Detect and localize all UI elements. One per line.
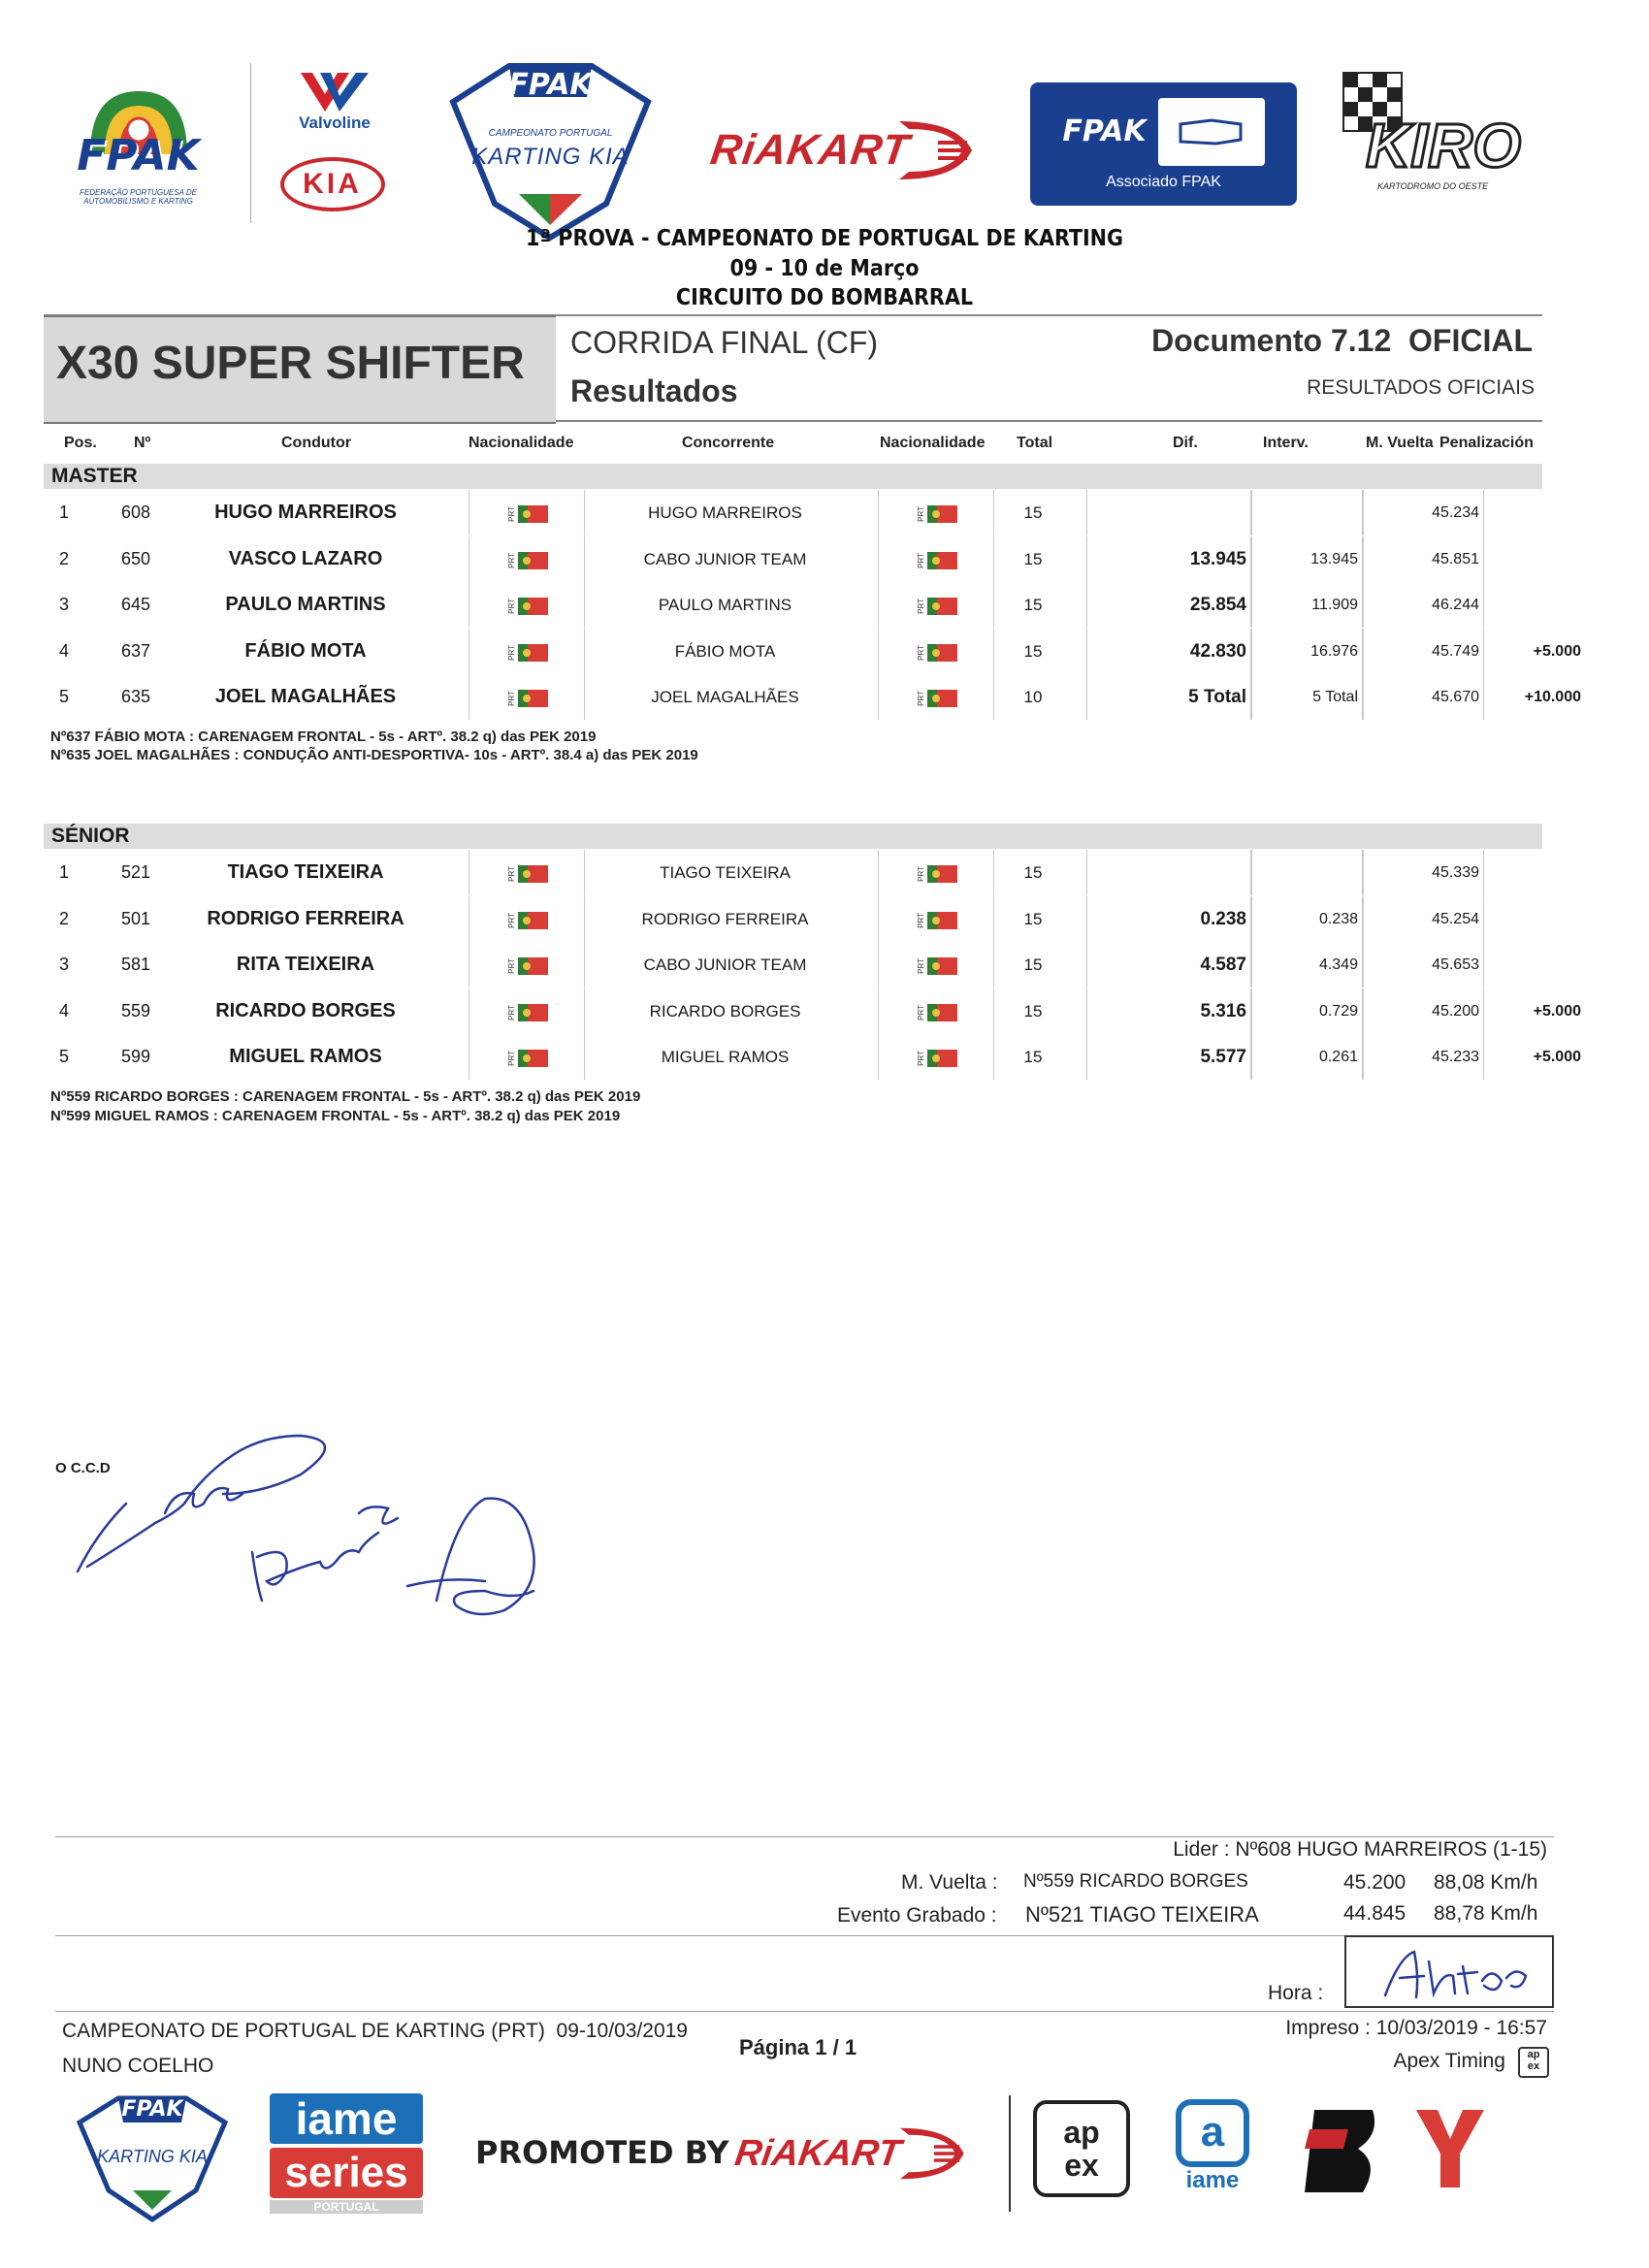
- iame-logo-text: iame: [1185, 2166, 1240, 2193]
- cell-number: 599: [121, 1047, 151, 1066]
- cell-driver: RITA TEIXEIRA: [236, 954, 375, 975]
- footer-page: Página 1 / 1: [739, 2035, 857, 2059]
- cell-driver: HUGO MARREIROS: [214, 502, 397, 523]
- penalty-note: Nº559 RICARDO BORGES : CARENAGEM FRONTAL - 5s - ARTº. 38.2 q) das PEK 2019: [50, 1088, 641, 1105]
- event-title: 1ª PROVA - CAMPEONATO DE PORTUGAL DE KARTING: [526, 226, 1123, 251]
- flag-red-band: [937, 912, 957, 929]
- cell-best-lap: 45.653: [1432, 956, 1479, 973]
- cell-best-lap: 46.244: [1432, 597, 1479, 613]
- cell-difference: 5.316: [1200, 1000, 1246, 1021]
- cell-best-lap: 45.851: [1432, 550, 1479, 567]
- cell-total: 15: [1023, 549, 1043, 568]
- cell-number: 581: [121, 955, 151, 974]
- portugal-flag-icon: [507, 690, 548, 707]
- best-lap-driver: Nº559 RICARDO BORGES: [1023, 1871, 1248, 1892]
- cell-position: 3: [58, 955, 69, 974]
- table-row: [44, 674, 1581, 720]
- cell-difference: [1111, 850, 1246, 895]
- event-venue: CIRCUITO DO BOMBARRAL: [675, 285, 974, 310]
- cell-best-lap: 45.234: [1432, 504, 1479, 521]
- cell-penalty: [1479, 850, 1581, 895]
- cell-interval: 11.909: [1311, 597, 1358, 613]
- cell-penalty: +5.000: [1533, 1002, 1581, 1020]
- penalty-note: Nº599 MIGUEL RAMOS : CARENAGEM FRONTAL - 5s - ARTº. 38.2 q) das PEK 2019: [50, 1108, 621, 1124]
- portugal-flag-icon: [507, 865, 548, 883]
- cell-driver: FÁBIO MOTA: [244, 639, 367, 662]
- session-title: CORRIDA FINAL (CF): [570, 325, 879, 360]
- cell-position: 1: [58, 502, 69, 522]
- cell-penalty: [1479, 896, 1581, 942]
- portugal-flag-icon: [507, 598, 548, 615]
- results-status: RESULTADOS OFICIAIS: [1307, 376, 1535, 399]
- cell-difference: 5 Total: [1188, 687, 1246, 707]
- cell-position: 5: [58, 1047, 69, 1066]
- cell-total: 15: [1023, 909, 1043, 928]
- cell-number: 608: [121, 502, 151, 522]
- cell-interval: 4.349: [1318, 956, 1358, 973]
- cell-difference: 5.577: [1200, 1047, 1246, 1067]
- session-subtitle: Resultados: [570, 373, 738, 408]
- flag-red-band: [528, 912, 548, 929]
- cell-entrant: CABO JUNIOR TEAM: [643, 549, 807, 568]
- stewards-label: O C.C.D: [55, 1460, 111, 1476]
- flag-red-band: [528, 598, 548, 615]
- record-speed: 88,78 Km/h: [1434, 1902, 1538, 1925]
- riakart-text: RiAKART: [707, 126, 913, 174]
- nationality-code: PRT: [917, 1004, 925, 1021]
- cell-position: 1: [58, 862, 69, 882]
- cell-position: 2: [58, 548, 69, 568]
- cell-position: 4: [58, 640, 69, 661]
- table-row: [44, 629, 1581, 674]
- penalty-note: Nº637 FÁBIO MOTA : CARENAGEM FRONTAL - 5s - ARTº. 38.2 q) das PEK 2019: [50, 729, 597, 745]
- cell-difference: 25.854: [1189, 595, 1246, 615]
- cell-entrant: FÁBIO MOTA: [674, 641, 776, 661]
- apex-footer-logo: [1033, 2100, 1130, 2197]
- kiro-text: KIRO: [1366, 111, 1521, 180]
- nationality-code: PRT: [507, 506, 516, 522]
- table-row: [44, 582, 1542, 628]
- cell-total: 15: [1023, 596, 1043, 614]
- record-label: Evento Grabado :: [837, 1904, 997, 1927]
- cell-driver: VASCO LAZARO: [228, 547, 383, 569]
- flag-red-band: [937, 644, 957, 662]
- flag-red-band: [937, 505, 957, 523]
- cell-total: 15: [1023, 641, 1043, 661]
- cell-penalty: +5.000: [1533, 1049, 1581, 1065]
- nationality-code: PRT: [917, 644, 925, 661]
- cell-penalty: +5.000: [1533, 642, 1581, 660]
- cell-total: 15: [1023, 503, 1043, 522]
- table-row: [44, 1034, 1581, 1080]
- associado-fpak-logo: [1030, 82, 1297, 206]
- cell-total: 15: [1023, 863, 1043, 882]
- portugal-flag-icon: [507, 505, 548, 523]
- table-row: [44, 536, 1542, 582]
- cell-driver: RODRIGO FERREIRA: [207, 907, 404, 929]
- table-row: [44, 988, 1581, 1034]
- flag-red-band: [528, 552, 548, 569]
- bridgestone-logo: [1305, 2105, 1382, 2197]
- nationality-code: PRT: [507, 958, 516, 974]
- portugal-flag-icon: [917, 598, 957, 615]
- col-best-lap: M. Vuelta: [1366, 435, 1434, 451]
- riakart-logo: [689, 97, 999, 204]
- cell-position: 5: [58, 687, 69, 706]
- cell-entrant: HUGO MARREIROS: [648, 503, 802, 522]
- cell-entrant: TIAGO TEIXEIRA: [660, 863, 791, 882]
- flag-red-band: [937, 865, 957, 883]
- portugal-flag-icon: [917, 690, 957, 707]
- cell-interval: [1251, 850, 1358, 895]
- race-leader: Lider : Nº608 HUGO MARREIROS (1-15): [1173, 1838, 1547, 1861]
- nationality-code: PRT: [507, 552, 516, 568]
- col-interv: Interv.: [1263, 435, 1309, 451]
- flag-red-band: [528, 1050, 548, 1067]
- table-row: [44, 490, 1542, 535]
- flag-red-band: [528, 505, 548, 523]
- portugal-flag-icon: [507, 1004, 548, 1021]
- cell-entrant: RODRIGO FERREIRA: [641, 909, 809, 928]
- stewards-signatures-icon: [68, 1397, 611, 1630]
- cell-best-lap: 45.749: [1432, 642, 1479, 660]
- footer-fpak-text: FPAK: [121, 2097, 183, 2122]
- event-dates: 09 - 10 de Março: [729, 256, 920, 281]
- nationality-code: PRT: [917, 506, 925, 522]
- karting-badge-line1: CAMPEONATO PORTUGAL: [488, 128, 613, 139]
- nationality-code: PRT: [507, 691, 516, 706]
- footer-official: NUNO COELHO: [62, 2055, 214, 2077]
- iame-country-text: PORTUGAL: [270, 2200, 423, 2214]
- fpak-logo-text: FPAK: [77, 130, 200, 180]
- portugal-flag-icon: [917, 552, 957, 569]
- kia-logo: [276, 155, 388, 213]
- penalty-note: Nº635 JOEL MAGALHÃES : CONDUÇÃO ANTI-DESPORTIVA- 10s - ARTº. 38.4 a) das PEK 2019: [50, 747, 698, 763]
- portugal-flag-icon: [917, 1004, 957, 1021]
- footer-championship: CAMPEONATO DE PORTUGAL DE KARTING (PRT) 09-10/03/2019: [62, 2020, 688, 2042]
- cell-interval: 0.261: [1318, 1049, 1358, 1065]
- footer-karting-kia-text: KARTING KIA: [97, 2147, 208, 2166]
- cell-position: 3: [58, 595, 69, 614]
- col-num: Nº: [134, 435, 151, 451]
- best-lap-label: M. Vuelta :: [901, 1871, 998, 1894]
- cell-position: 2: [58, 908, 69, 928]
- time-box: [1344, 1935, 1554, 2008]
- cell-number: 501: [121, 908, 151, 928]
- flag-red-band: [528, 690, 548, 707]
- flag-red-band: [937, 552, 957, 569]
- bridgestone-b-icon: [1305, 2105, 1382, 2197]
- nationality-code: PRT: [917, 552, 925, 568]
- flag-red-band: [937, 598, 957, 615]
- cell-number: 521: [121, 862, 151, 882]
- portugal-flag-icon: [917, 957, 957, 975]
- karting-badge-line2: KARTING KIA: [471, 144, 630, 170]
- cell-entrant: PAULO MARTINS: [658, 596, 792, 614]
- portugal-flag-icon: [917, 865, 957, 883]
- cell-entrant: CABO JUNIOR TEAM: [643, 956, 807, 974]
- footer-apex-text: ap ex: [1063, 2115, 1100, 2183]
- flag-red-band: [528, 865, 548, 883]
- cell-driver: PAULO MARTINS: [225, 594, 386, 615]
- footer-printed: Impreso : 10/03/2019 - 16:57: [1285, 2017, 1547, 2039]
- col-penalty: Penalización: [1439, 435, 1534, 451]
- table-row: [44, 896, 1542, 942]
- cell-interval: 16.976: [1310, 642, 1358, 660]
- nationality-code: PRT: [507, 1051, 516, 1066]
- riakart-swoosh-icon: [899, 112, 977, 189]
- cell-best-lap: 45.670: [1432, 689, 1479, 705]
- cell-difference: 4.587: [1200, 955, 1246, 975]
- record-driver: Nº521 TIAGO TEIXEIRA: [1025, 1902, 1259, 1927]
- flag-red-band: [937, 1050, 957, 1067]
- promoted-by-text: PROMOTED BY: [475, 2134, 729, 2171]
- cell-difference: 42.830: [1189, 640, 1246, 662]
- cell-best-lap: 45.233: [1432, 1049, 1479, 1065]
- portugal-flag-icon: [917, 912, 957, 929]
- portugal-flag-icon: [917, 644, 957, 662]
- cell-total: 15: [1023, 956, 1043, 974]
- associado-inner: [1062, 98, 1264, 166]
- nationality-code: PRT: [507, 912, 516, 928]
- cell-entrant: JOEL MAGALHÃES: [651, 688, 799, 706]
- yokohama-logo: [1416, 2105, 1484, 2192]
- cell-best-lap: 45.200: [1432, 1002, 1479, 1020]
- nationality-code: PRT: [917, 912, 925, 928]
- col-nationality-2: Nacionalidade: [880, 435, 986, 451]
- cell-driver: MIGUEL RAMOS: [229, 1046, 382, 1067]
- nationality-code: PRT: [917, 1051, 925, 1066]
- cell-driver: JOEL MAGALHÃES: [214, 686, 397, 707]
- portugal-flag-icon: [507, 552, 548, 569]
- col-nationality: Nacionalidade: [469, 435, 574, 451]
- document-number: Documento 7.12 OFICIAL: [1151, 323, 1533, 358]
- portugal-flag-icon: [507, 1050, 548, 1067]
- table-row: [44, 850, 1542, 895]
- karting-kia-badge: [441, 58, 660, 243]
- flag-red-band: [528, 957, 548, 975]
- summary-mid-rule: [55, 1935, 1554, 1936]
- cell-entrant: RICARDO BORGES: [649, 1001, 801, 1021]
- valvoline-logo: [281, 68, 388, 136]
- best-lap-speed: 88,08 Km/h: [1434, 1871, 1538, 1894]
- associado-fpak-text: FPAK: [1062, 114, 1147, 148]
- col-entrant: Concorrente: [682, 435, 775, 451]
- fpak-karting-footer-logo: [70, 2093, 235, 2224]
- class-name: X30 SUPER SHIFTER: [56, 338, 525, 389]
- apex-small-icon: ap ex: [1518, 2047, 1549, 2078]
- col-driver: Condutor: [281, 435, 351, 451]
- portugal-flag-icon: [507, 912, 548, 929]
- cell-interval: 13.945: [1310, 550, 1358, 567]
- cell-difference: [1111, 490, 1246, 535]
- cell-total: 15: [1023, 1001, 1043, 1021]
- iame-footer-logo: [1174, 2095, 1251, 2197]
- cell-penalty: +10.000: [1524, 689, 1581, 705]
- best-lap-time: 45.200: [1343, 1871, 1406, 1894]
- kia-text: KIA: [280, 157, 385, 211]
- yokohama-y-icon: [1416, 2105, 1484, 2192]
- nationality-code: PRT: [917, 866, 925, 882]
- footer-rule: [55, 2011, 1554, 2012]
- riakart-footer-logo: [706, 2110, 997, 2197]
- cell-best-lap: 45.339: [1432, 864, 1479, 881]
- cell-interval: [1251, 490, 1358, 535]
- time-label: Hora :: [1268, 1982, 1324, 2004]
- cell-driver: TIAGO TEIXEIRA: [227, 861, 384, 883]
- nationality-code: PRT: [507, 866, 516, 882]
- kiro-logo: [1339, 63, 1528, 209]
- cell-position: 4: [58, 1000, 69, 1021]
- cell-total: 15: [1023, 1048, 1043, 1066]
- cell-penalty: [1479, 490, 1581, 535]
- iame-a-icon: a: [1176, 2099, 1249, 2167]
- cell-number: 559: [121, 1000, 151, 1021]
- nationality-code: PRT: [507, 599, 516, 614]
- cell-number: 635: [121, 687, 151, 706]
- col-total: Total: [1017, 435, 1053, 451]
- portugal-flag-icon: [507, 644, 548, 662]
- cell-interval: 5 Total: [1312, 689, 1358, 705]
- record-time: 44.845: [1343, 1902, 1406, 1925]
- cell-difference: 13.945: [1189, 548, 1246, 569]
- nationality-code: PRT: [917, 691, 925, 706]
- col-dif: Dif.: [1173, 435, 1198, 451]
- nationality-code: PRT: [507, 1004, 516, 1021]
- valvoline-v-icon: [296, 71, 373, 113]
- logo-divider: [250, 63, 251, 223]
- karting-badge-top: FPAK: [508, 68, 593, 102]
- valvoline-text: Valvoline: [299, 113, 371, 132]
- time-signature-icon: [1346, 1937, 1550, 2005]
- sponsor-divider: [1009, 2095, 1011, 2212]
- associado-text: Associado FPAK: [1106, 173, 1221, 190]
- group-header-master: MASTER: [44, 464, 1542, 489]
- iame-series-logo: [270, 2093, 423, 2215]
- cell-number: 650: [121, 548, 151, 568]
- flag-red-band: [528, 1004, 548, 1021]
- iame-bottom-text: series: [270, 2148, 423, 2198]
- nationality-code: PRT: [507, 644, 516, 661]
- col-pos: Pos.: [64, 435, 97, 451]
- cell-penalty: [1479, 942, 1581, 988]
- cell-entrant: MIGUEL RAMOS: [661, 1048, 790, 1066]
- iame-top-text: iame: [270, 2093, 423, 2144]
- fpak-logo-subtitle: FEDERAÇÃO PORTUGUESA DE AUTOMOBILISMO E KARTING: [80, 187, 197, 206]
- cell-number: 637: [121, 640, 151, 661]
- nationality-code: PRT: [917, 958, 925, 974]
- portugal-flag-icon: [917, 1050, 957, 1067]
- cell-penalty: [1479, 536, 1581, 582]
- track-icon: [1158, 98, 1265, 166]
- kiro-subtitle: KARTODROMO DO OESTE: [1377, 181, 1489, 191]
- flag-red-band: [937, 957, 957, 975]
- cell-number: 645: [121, 595, 151, 614]
- flag-red-band: [937, 690, 957, 707]
- cell-penalty: [1479, 582, 1581, 628]
- summary-top-rule: [55, 1836, 1554, 1837]
- cell-interval: 0.729: [1318, 1002, 1358, 1020]
- cell-difference: 0.238: [1200, 908, 1246, 929]
- footer-riakart-text: RiAKART: [731, 2132, 904, 2174]
- group-header-senior: SÉNIOR: [44, 824, 1542, 849]
- portugal-flag-icon: [917, 505, 957, 523]
- cell-total: 10: [1023, 688, 1043, 706]
- cell-driver: RICARDO BORGES: [215, 999, 396, 1021]
- table-row: [44, 942, 1542, 988]
- flag-red-band: [528, 644, 548, 662]
- portugal-flag-icon: [507, 957, 548, 975]
- flag-red-band: [937, 1004, 957, 1021]
- footer-timing: Apex Timing: [1393, 2050, 1505, 2072]
- cell-interval: 0.238: [1318, 910, 1358, 927]
- nationality-code: PRT: [917, 599, 925, 614]
- fpak-logo: [53, 63, 223, 228]
- footer-riakart-swoosh-icon: [900, 2120, 968, 2187]
- cell-best-lap: 45.254: [1432, 910, 1479, 927]
